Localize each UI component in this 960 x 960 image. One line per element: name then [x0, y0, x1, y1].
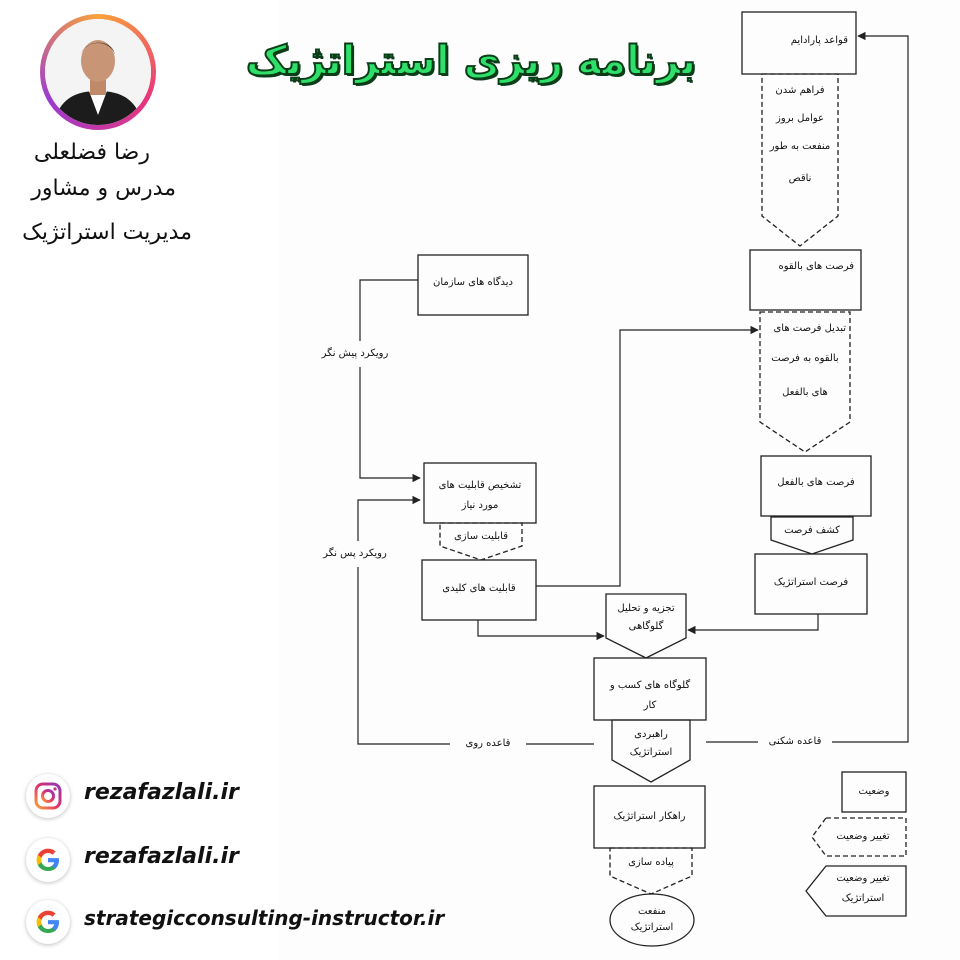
business-bottlenecks-label-1: گلوگاه های کسب و: [609, 680, 691, 691]
discover-opp-label: کشف فرصت: [784, 525, 840, 536]
strategic-opp-to-analysis-connector: [688, 614, 818, 630]
strategic-solution-label: راهکار استراتژیک: [613, 811, 686, 822]
strategic-opp-label: فرصت استراتژیک: [773, 577, 849, 588]
legend-strategic-change-label-2: استراتژیک: [841, 893, 885, 904]
key-caps-to-convert-connector: [536, 330, 758, 586]
author-name: رضا فضلعلی: [33, 140, 150, 165]
author-field: مدیریت استراتژیک: [22, 220, 192, 245]
actual-opps-label: فرصت های بالفعل: [777, 477, 855, 488]
org-view-label: دیدگاه های سازمان: [432, 277, 514, 288]
backward-looking-label: رویکرد پس نگر: [300, 541, 410, 567]
analysis-bottlenecks-label-2: گلوگاهی: [628, 621, 664, 632]
identify-caps-label-1: تشخیص قابلیت های: [438, 480, 522, 491]
provide-factors-label-4: ناقص: [788, 173, 812, 184]
paradigm-rules-label: قواعد پارادایم: [790, 35, 848, 46]
convert-opps-label-3: های بالفعل: [782, 387, 828, 398]
author-role: مدرس و مشاور: [31, 176, 176, 201]
legend-status-label: وضعیت: [858, 786, 890, 797]
business-bottlenecks-label-2: کار: [643, 700, 657, 711]
key-caps-to-analysis-connector: [478, 620, 604, 636]
page-title: برنامه ریزی استراتژیک: [245, 38, 697, 84]
consulting-website-link[interactable]: strategicconsulting-instructor.ir: [84, 906, 445, 930]
convert-opps-label-1: تبدیل فرصت های: [773, 323, 846, 334]
provide-factors-label-2: عوامل بروز: [776, 113, 824, 124]
provide-factors-label-1: فراهم شدن: [775, 85, 825, 96]
rule-follower-label: قاعده روی: [450, 731, 526, 757]
capability-building-label: قابلیت سازی: [453, 531, 509, 542]
identify-caps-label-2: مورد نیاز: [461, 500, 499, 511]
potential-opps-label: فرصت های بالقوه: [778, 261, 854, 272]
implementation-label: پیاده سازی: [628, 857, 674, 868]
instagram-handle[interactable]: rezafazlali.ir: [84, 780, 239, 805]
strategic-benefit-label-2: استراتژیک: [630, 922, 674, 933]
analysis-bottlenecks-label-1: تجزیه و تحلیل: [617, 603, 675, 614]
strategic-benefit-label-1: منفعت: [637, 906, 667, 917]
convert-opps-label-2: بالقوه به فرصت: [771, 353, 839, 364]
strategic-direction-label-1: راهبردی: [634, 729, 668, 740]
legend-strategic-change-label-1: تغییر وضعیت: [836, 873, 890, 884]
rule-breaker-label: قاعده شکنی: [758, 729, 832, 755]
forward-looking-connector: [360, 280, 420, 478]
strategic-direction-label-2: استراتژیک: [629, 747, 673, 758]
forward-looking-label: رویکرد پیش نگر: [300, 341, 410, 367]
legend-change-status-label: تغییر وضعیت: [836, 831, 890, 842]
website-link[interactable]: rezafazlali.ir: [84, 844, 239, 869]
provide-factors-label-3: منفعت به طور: [769, 141, 831, 152]
key-caps-label: قابلیت های کلیدی: [442, 583, 516, 594]
